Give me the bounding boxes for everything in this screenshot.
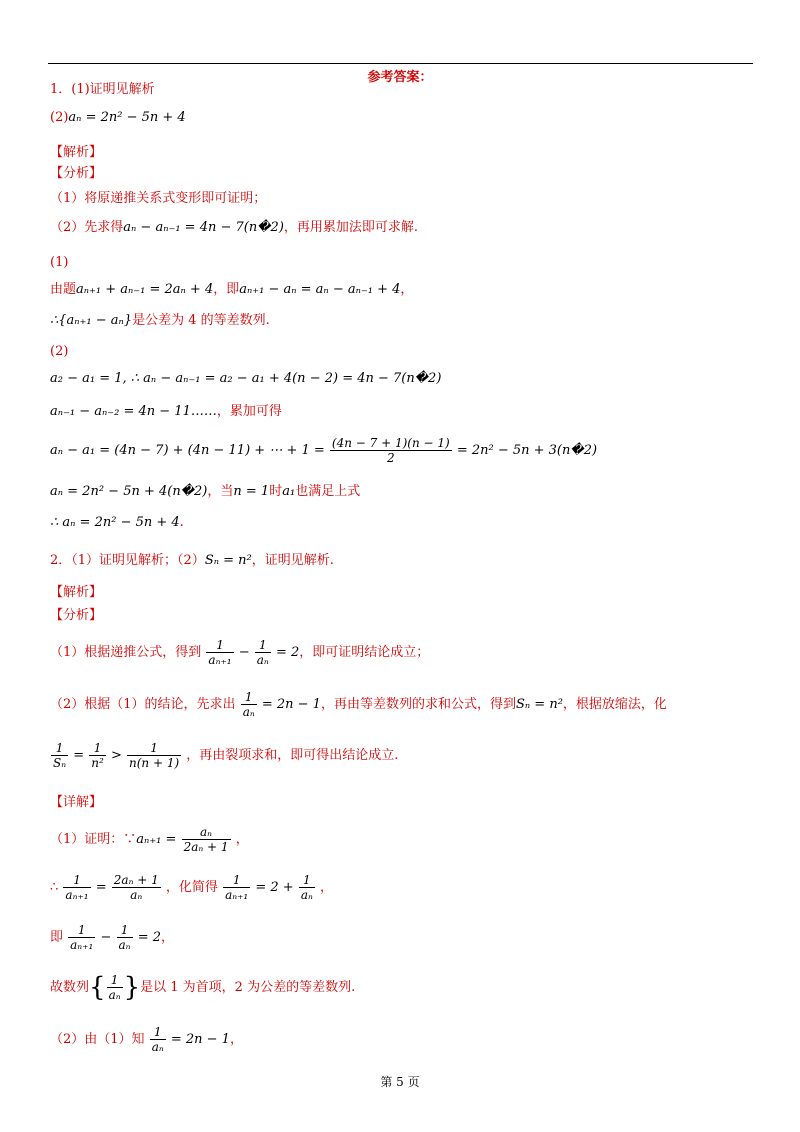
q1-part1-label: (1) bbox=[50, 255, 69, 270]
q2-analysis-3: $\frac{1}{\text{Sₙ}}$ = $\frac{1}{\text{n²}}$ > $\frac{1}{n(n + 1)}$ ，再由裂项求和，即可得出结论成立. bbox=[53, 741, 399, 770]
q1-jiexi: 【解析】 bbox=[50, 145, 103, 160]
q1-part2-line2: aₙ₋₁ − aₙ₋₂ = 4n − 11……，累加可得 bbox=[50, 404, 282, 419]
q2-detail-4: 故数列{ $\frac{1}{\text{aₙ}}$ }是以 1 为首项，2 为公差的等差数列. bbox=[50, 972, 356, 1003]
answer-heading: 参考答案： bbox=[367, 70, 433, 85]
q1-analysis-2: （2）先求得aₙ − aₙ₋₁ = 4n − 7(n�2)，再用累加法即可求解. bbox=[50, 220, 419, 235]
sum-fraction: $\frac{(4n - 7 + 1)(n - 1)}{2}$ bbox=[331, 436, 450, 465]
q1-part2-line1: a₂ − a₁ = 1, ∴ aₙ − aₙ₋₁ = a₂ − a₁ + 4(n − 2) = 4n − 7(n�2) bbox=[50, 371, 442, 386]
page-footer: 第 5 页 bbox=[380, 1075, 420, 1089]
q1-fenxi: 【分析】 bbox=[50, 166, 103, 181]
q2-analysis-2: （2）根据（1）的结论，先求出 $\frac{1}{\text{aₙ}}$ = 2n − 1，再由等差数列的求和公式，得到Sₙ = n²，根据放缩法，化 bbox=[50, 690, 667, 719]
q1-part1-line2: ∴{aₙ₊₁ − aₙ}是公差为 4 的等差数列. bbox=[50, 313, 270, 328]
q2-answer: 2．（1）证明见解析；（2）Sₙ = n²，证明见解析. bbox=[50, 553, 334, 568]
q2-detail-2: ∴ $\frac{1}{\text{aₙ₊₁}}$ = $\frac{\text{2aₙ + 1}}{\text{aₙ}}$ ，化简得 $\frac{1}{\text{aₙ₊₁}}$ = 2 + $\frac{1}{\text{aₙ}}$ ， bbox=[50, 873, 334, 902]
q2-detail-5: （2）由（1）知 $\frac{1}{\text{aₙ}}$ = 2n − 1， bbox=[50, 1025, 243, 1054]
q1-part1-line1: 由题aₙ₊₁ + aₙ₋₁ = 2aₙ + 4，即aₙ₊₁ − aₙ = aₙ − aₙ₋₁ + 4， bbox=[50, 282, 414, 297]
q1-answer-2: (2)aₙ = 2n² − 5n + 4 bbox=[50, 110, 186, 125]
q1-part2-line3: aₙ − a₁ = (4n − 7) + (4n − 11) + ⋯ + 1 = $\frac{(4n - 7 + 1)(n - 1)}{2}$ = 2n² − 5n + 3(n�2) bbox=[50, 436, 598, 465]
q2-xiangjie: 【详解】 bbox=[50, 795, 103, 810]
q2-analysis-1: （1）根据递推公式，得到 $\frac{1}{\text{aₙ₊₁}}$ − $\frac{1}{\text{aₙ}}$ = 2，即可证明结论成立； bbox=[50, 638, 430, 667]
q2-fenxi: 【分析】 bbox=[50, 608, 103, 623]
q1-part2-line5: ∴ aₙ = 2n² − 5n + 4. bbox=[50, 515, 184, 530]
header-rule bbox=[48, 63, 753, 64]
q1-part2-label: (2) bbox=[50, 344, 69, 359]
q2-jiexi: 【解析】 bbox=[50, 585, 103, 600]
q2-detail-1: （1）证明：∵aₙ₊₁ = $\frac{\text{aₙ}}{\text{2aₙ + 1}}$ ， bbox=[50, 825, 249, 854]
q1-analysis-1: （1）将原递推关系式变形即可证明； bbox=[50, 191, 267, 206]
q1-answer-1: 1．(1)证明见解析 bbox=[50, 82, 155, 97]
q2-detail-3: 即 $\frac{1}{\text{aₙ₊₁}}$ − $\frac{1}{\text{aₙ}}$ = 2， bbox=[50, 923, 174, 952]
q1-part2-line4: aₙ = 2n² − 5n + 4(n�2)，当n = 1时a₁也满足上式 bbox=[50, 484, 361, 499]
